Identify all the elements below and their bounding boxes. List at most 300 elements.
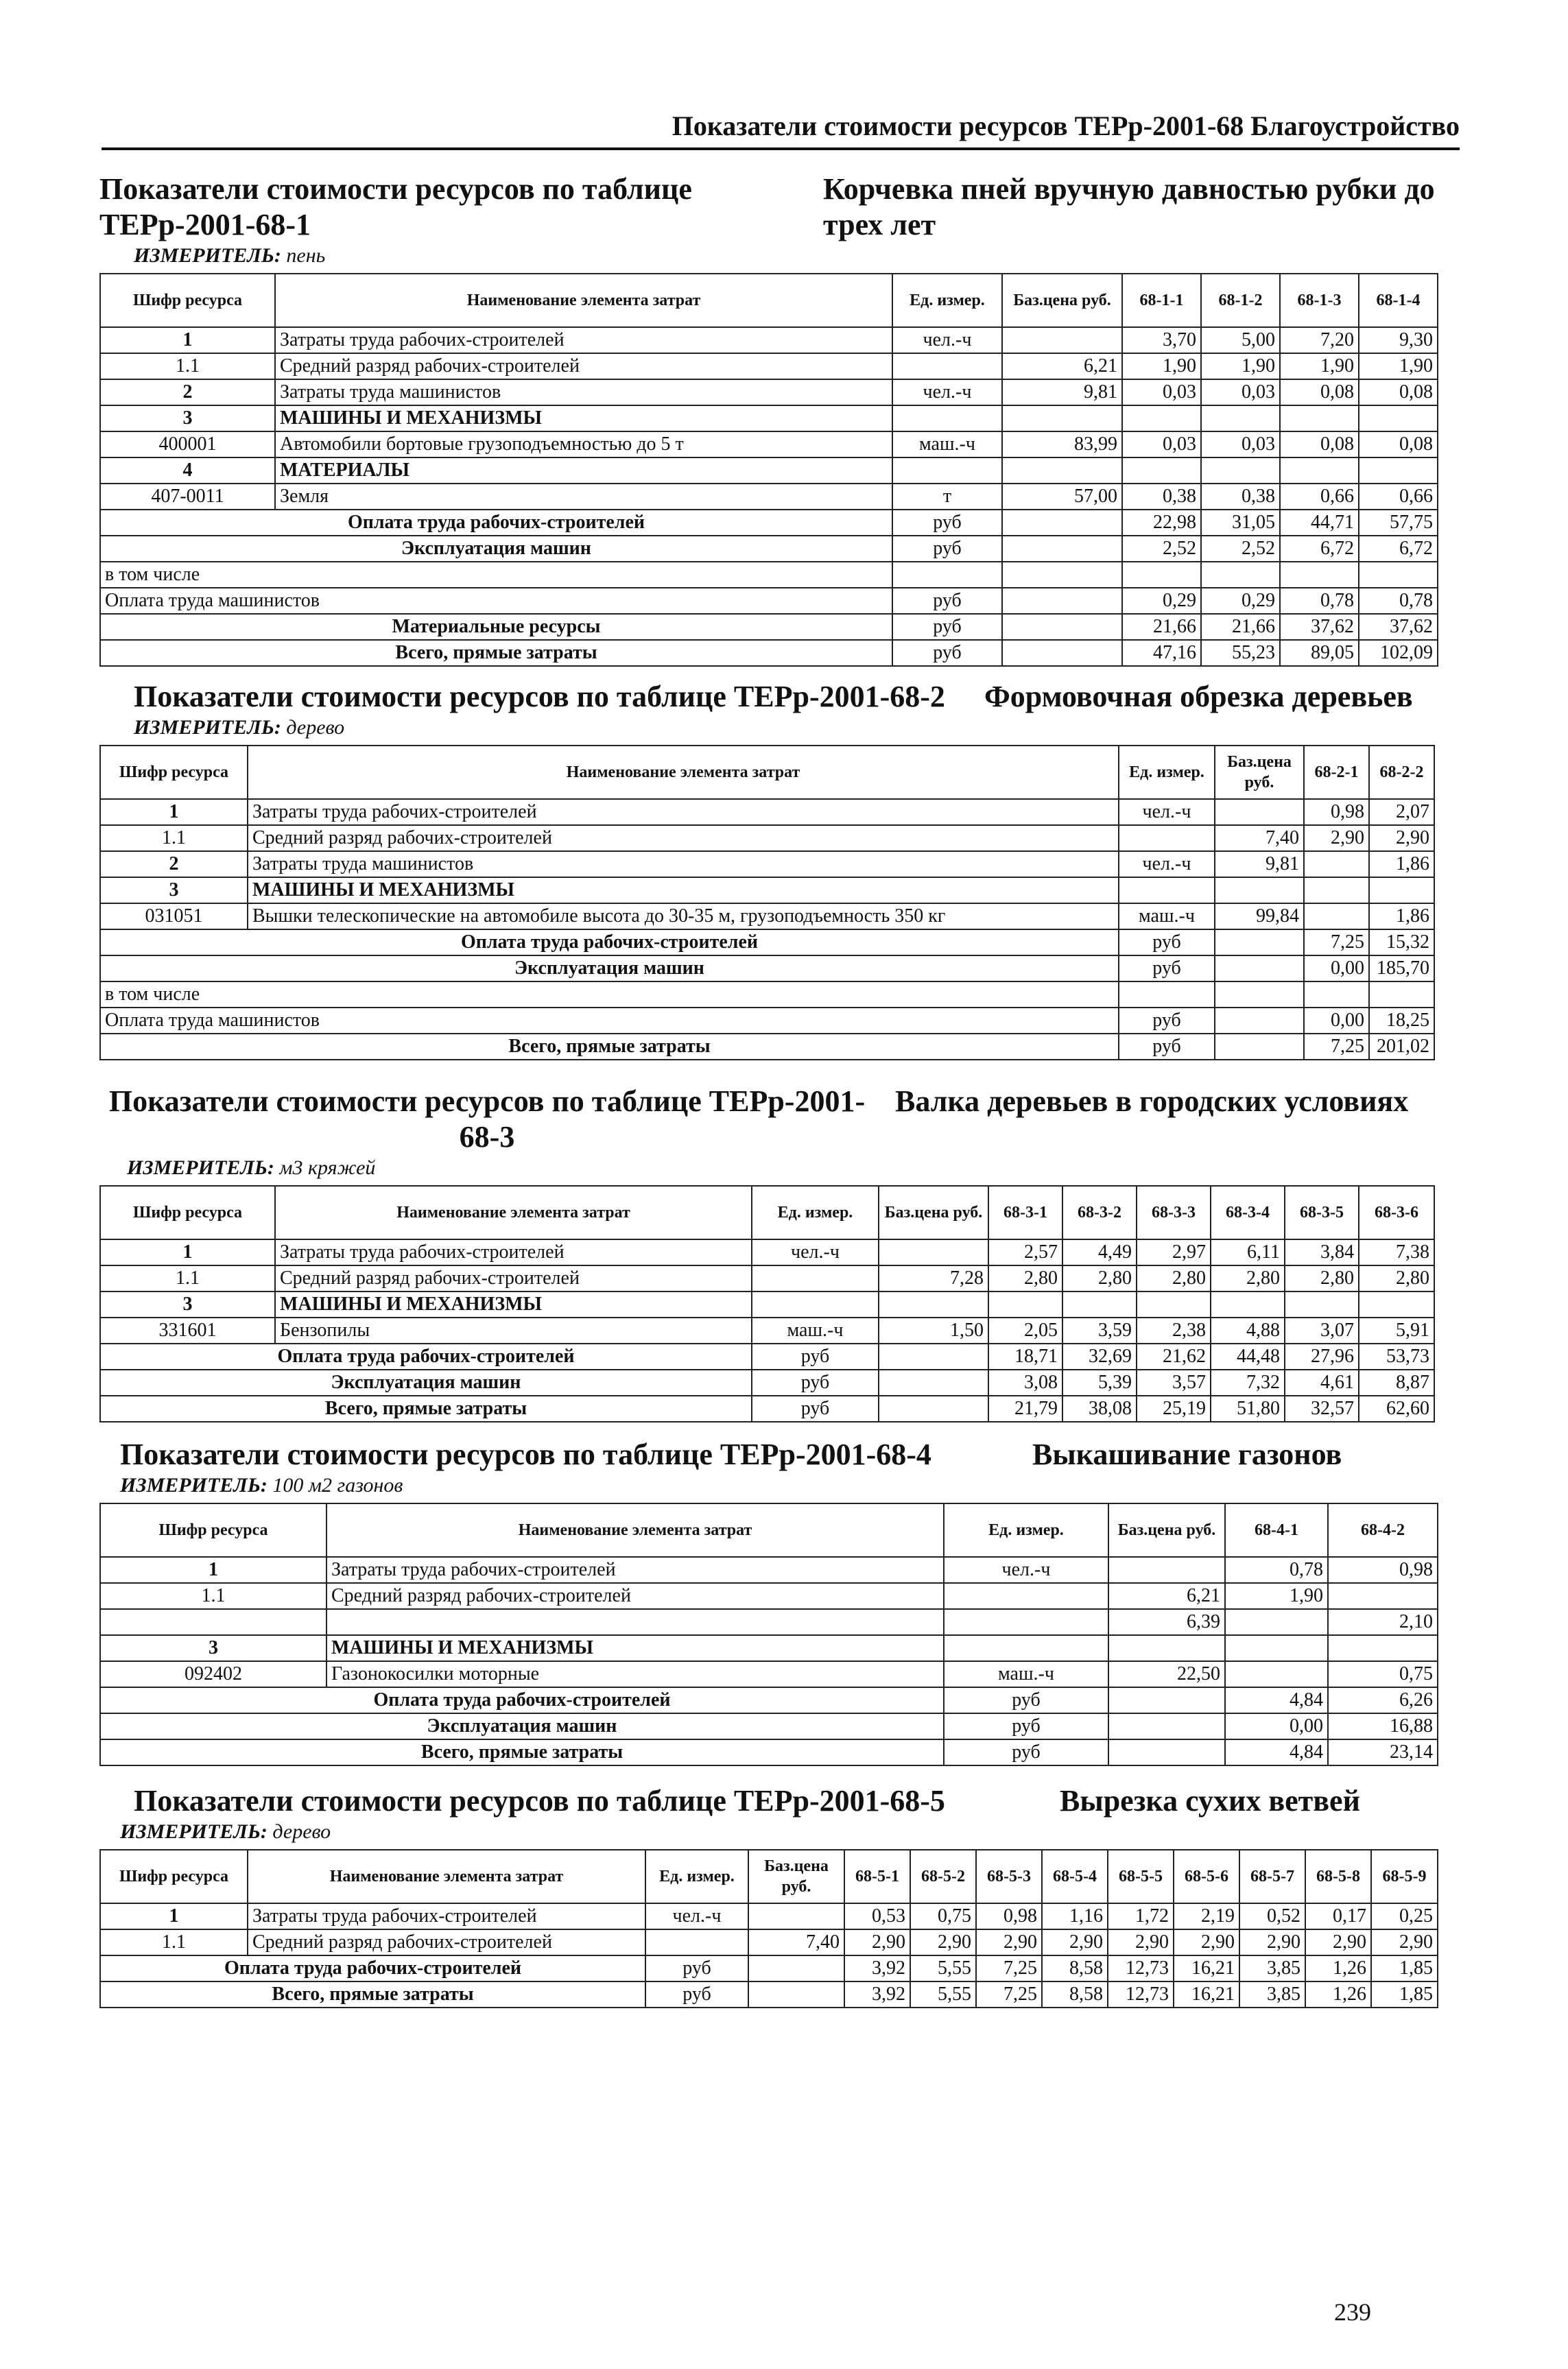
summary-label: Оплата труда рабочих-строителей (100, 1344, 752, 1370)
table-cell: 2,80 (1285, 1265, 1359, 1291)
table-cell: 5,55 (910, 1981, 976, 2008)
table-cell: 12,73 (1108, 1955, 1174, 1981)
table-row (100, 1557, 1438, 1583)
resource-code: 1.1 (100, 1583, 326, 1609)
section-68-1 (99, 171, 1454, 667)
table-cell: 0,98 (976, 1903, 1042, 1929)
table-cell: руб (892, 588, 1002, 614)
table-cell: 16,88 (1328, 1713, 1438, 1739)
table-cell: 7,40 (748, 1929, 844, 1955)
section-title-right: Валка деревьев в городских условиях (895, 1084, 1409, 1118)
table-row (100, 1635, 1438, 1661)
column-header: 68-3-1 (988, 1186, 1062, 1239)
table-row (100, 851, 1434, 877)
measure-line (120, 1820, 1454, 1844)
table-cell: 7,28 (879, 1265, 988, 1291)
table-row (100, 825, 1434, 851)
summary-row (100, 929, 1434, 955)
table-cell: 0,75 (1328, 1661, 1438, 1687)
table-cell (1215, 929, 1304, 955)
table-cell (1137, 1291, 1211, 1318)
cost-element-name: Средний разряд рабочих-строителей (248, 825, 1119, 851)
summary-row (100, 1955, 1438, 1981)
table-cell: руб (1119, 1034, 1215, 1060)
column-header: Ед. измер. (752, 1186, 879, 1239)
column-header: Шифр ресурса (100, 1503, 326, 1557)
table-row (100, 799, 1434, 825)
table-cell: 6,72 (1359, 536, 1438, 562)
summary-row (100, 1396, 1434, 1422)
table-cell (879, 1291, 988, 1318)
table-cell: 9,30 (1359, 327, 1438, 353)
table-cell: руб (752, 1370, 879, 1396)
column-header: 68-1-2 (1201, 274, 1280, 327)
table-cell: 1,90 (1359, 353, 1438, 379)
resource-code: 4 (100, 457, 275, 484)
table-cell: 0,66 (1359, 484, 1438, 510)
table-cell: 2,90 (1174, 1929, 1239, 1955)
section-title (99, 679, 1454, 715)
table-header-row (100, 1186, 1434, 1239)
table-cell (1304, 981, 1369, 1008)
table-cell: 12,73 (1108, 1981, 1174, 2008)
table-cell (1108, 1739, 1225, 1765)
table-row (100, 1609, 1438, 1635)
summary-row (100, 1713, 1438, 1739)
table-cell (752, 1265, 879, 1291)
table-cell: чел.-ч (752, 1239, 879, 1265)
column-header: 68-5-4 (1042, 1850, 1108, 1903)
table-cell (1369, 877, 1434, 903)
table-cell: 2,90 (844, 1929, 910, 1955)
column-header: 68-5-6 (1174, 1850, 1239, 1903)
summary-label: Всего, прямые затраты (100, 1739, 944, 1765)
table-cell: 32,69 (1062, 1344, 1137, 1370)
table-cell (1359, 562, 1438, 588)
summary-label: в том числе (100, 562, 892, 588)
section-title-right: Вырезка сухих ветвей (1060, 1784, 1360, 1818)
table-cell: 0,38 (1201, 484, 1280, 510)
cost-table (99, 273, 1438, 667)
table-cell (1280, 457, 1359, 484)
measure-line (134, 244, 1454, 267)
cost-element-name: Автомобили бортовые грузоподъемностью до 5 т (275, 431, 892, 457)
resource-code: 1 (100, 1557, 326, 1583)
table-cell: руб (645, 1955, 748, 1981)
table-cell: 201,02 (1369, 1034, 1434, 1060)
summary-row (100, 640, 1438, 666)
resource-code: 1.1 (100, 1265, 275, 1291)
table-cell: 2,05 (988, 1318, 1062, 1344)
table-cell: 83,99 (1002, 431, 1122, 457)
table-cell: 22,98 (1122, 510, 1201, 536)
table-cell (1304, 903, 1369, 929)
table-cell: 16,21 (1174, 1981, 1239, 2008)
table-cell: 3,08 (988, 1370, 1062, 1396)
resource-code: 400001 (100, 431, 275, 457)
table-row (100, 1239, 1434, 1265)
table-cell (879, 1344, 988, 1370)
table-cell: маш.-ч (752, 1318, 879, 1344)
table-cell: 4,49 (1062, 1239, 1137, 1265)
summary-row (100, 536, 1438, 562)
table-cell: 8,87 (1359, 1370, 1434, 1396)
summary-label: Эксплуатация машин (100, 1370, 752, 1396)
table-cell: 7,25 (976, 1981, 1042, 2008)
table-cell: 2,90 (1305, 1929, 1371, 1955)
summary-row (100, 588, 1438, 614)
table-cell: 47,16 (1122, 640, 1201, 666)
cost-table (99, 745, 1435, 1060)
table-cell: 0,03 (1122, 431, 1201, 457)
resource-code: 3 (100, 1291, 275, 1318)
table-row (100, 431, 1438, 457)
column-header: Шифр ресурса (100, 1850, 248, 1903)
table-header-row (100, 274, 1438, 327)
resource-code: 3 (100, 1635, 326, 1661)
column-header: Шифр ресурса (100, 274, 275, 327)
summary-label: Оплата труда машинистов (100, 588, 892, 614)
cost-table (99, 1185, 1435, 1422)
table-cell: 2,80 (1137, 1265, 1211, 1291)
column-header: 68-3-4 (1211, 1186, 1285, 1239)
table-cell (892, 457, 1002, 484)
table-cell: 1,90 (1280, 353, 1359, 379)
table-cell (748, 1955, 844, 1981)
table-cell (944, 1609, 1108, 1635)
table-cell: 7,38 (1359, 1239, 1434, 1265)
column-header: 68-5-8 (1305, 1850, 1371, 1903)
cost-element-name: Земля (275, 484, 892, 510)
column-header: 68-4-2 (1328, 1503, 1438, 1557)
resource-code: 2 (100, 851, 248, 877)
table-cell (1215, 981, 1304, 1008)
summary-row (100, 1739, 1438, 1765)
cost-element-name: Затраты труда рабочих-строителей (326, 1557, 944, 1583)
measure-label: ИЗМЕРИТЕЛЬ: (127, 1156, 274, 1179)
column-header: Баз.цена руб. (1002, 274, 1122, 327)
table-cell: 1,85 (1371, 1981, 1438, 2008)
section-title (99, 171, 1454, 243)
resource-code: 3 (100, 877, 248, 903)
column-header: 68-3-5 (1285, 1186, 1359, 1239)
summary-row (100, 562, 1438, 588)
table-cell: 62,60 (1359, 1396, 1434, 1422)
table-row (100, 1661, 1438, 1687)
table-cell: 3,92 (844, 1955, 910, 1981)
column-header: Шифр ресурса (100, 1186, 275, 1239)
summary-label: Эксплуатация машин (100, 955, 1119, 981)
resource-code: 092402 (100, 1661, 326, 1687)
table-cell: 0,17 (1305, 1903, 1371, 1929)
summary-row (100, 981, 1434, 1008)
table-cell: 9,81 (1215, 851, 1304, 877)
table-cell: 0,08 (1359, 379, 1438, 405)
table-cell: 7,40 (1215, 825, 1304, 851)
table-row (100, 405, 1438, 431)
measure-line (127, 1156, 1454, 1180)
table-cell (879, 1239, 988, 1265)
table-cell (752, 1291, 879, 1318)
measure-label: ИЗМЕРИТЕЛЬ: (134, 244, 281, 267)
table-cell: 3,84 (1285, 1239, 1359, 1265)
table-row (100, 1583, 1438, 1609)
cost-element-name: Средний разряд рабочих-строителей (248, 1929, 645, 1955)
section-68-2 (99, 679, 1454, 1060)
summary-row (100, 1344, 1434, 1370)
table-cell: 21,79 (988, 1396, 1062, 1422)
table-cell (748, 1981, 844, 2008)
section-title-left: Показатели стоимости ресурсов по таблице ТЕРр-2001-68-3 (108, 1084, 866, 1154)
table-cell (1119, 825, 1215, 851)
table-cell: руб (892, 614, 1002, 640)
cost-element-name: МАТЕРИАЛЫ (275, 457, 892, 484)
table-cell: 6,11 (1211, 1239, 1285, 1265)
table-row (100, 1291, 1434, 1318)
table-header-row (100, 746, 1434, 799)
measure-unit: 100 м2 газонов (272, 1474, 403, 1497)
table-cell (1280, 405, 1359, 431)
table-cell: 2,52 (1122, 536, 1201, 562)
table-cell (1002, 562, 1122, 588)
table-cell (1108, 1687, 1225, 1713)
table-cell: 2,38 (1137, 1318, 1211, 1344)
table-cell: 3,07 (1285, 1318, 1359, 1344)
table-cell: 0,98 (1304, 799, 1369, 825)
table-cell: 2,19 (1174, 1903, 1239, 1929)
table-cell (1122, 405, 1201, 431)
table-row (100, 379, 1438, 405)
table-cell (1002, 510, 1122, 536)
table-cell: 1,90 (1201, 353, 1280, 379)
column-header: 68-2-1 (1304, 746, 1369, 799)
measure-unit: м3 кряжей (279, 1156, 376, 1179)
table-cell: 99,84 (1215, 903, 1304, 929)
summary-label: Эксплуатация машин (100, 1713, 944, 1739)
table-cell: руб (1119, 955, 1215, 981)
table-cell: 0,98 (1328, 1557, 1438, 1583)
table-cell: 31,05 (1201, 510, 1280, 536)
column-header: 68-5-7 (1239, 1850, 1305, 1903)
table-header-row (100, 1503, 1438, 1557)
cost-element-name: Затраты труда машинистов (275, 379, 892, 405)
summary-label: Материальные ресурсы (100, 614, 892, 640)
table-cell (748, 1903, 844, 1929)
resource-code: 1 (100, 1239, 275, 1265)
measure-unit: пень (286, 244, 326, 267)
measure-unit: дерево (286, 716, 345, 739)
table-cell: чел.-ч (645, 1903, 748, 1929)
table-cell (1215, 877, 1304, 903)
cost-element-name: Бензопилы (275, 1318, 752, 1344)
table-cell: 18,25 (1369, 1008, 1434, 1034)
table-cell: 89,05 (1280, 640, 1359, 666)
table-cell: 23,14 (1328, 1739, 1438, 1765)
table-cell: 57,00 (1002, 484, 1122, 510)
table-cell: 5,00 (1201, 327, 1280, 353)
table-cell: 1,86 (1369, 903, 1434, 929)
table-cell: 3,85 (1239, 1981, 1305, 2008)
column-header: Ед. измер. (892, 274, 1002, 327)
summary-label: Оплата труда рабочих-строителей (100, 1955, 645, 1981)
cost-element-name: Вышки телескопические на автомобиле высота до 30-35 м, грузоподъемность 350 кг (248, 903, 1119, 929)
summary-label: Оплата труда рабочих-строителей (100, 929, 1119, 955)
table-cell: руб (1119, 1008, 1215, 1034)
table-cell: 0,03 (1201, 431, 1280, 457)
column-header: 68-3-2 (1062, 1186, 1137, 1239)
column-header: 68-1-3 (1280, 274, 1359, 327)
table-cell: 0,75 (910, 1903, 976, 1929)
table-cell: 0,78 (1225, 1557, 1328, 1583)
column-header: Шифр ресурса (100, 746, 248, 799)
cost-element-name: Средний разряд рабочих-строителей (275, 353, 892, 379)
table-cell: 2,90 (910, 1929, 976, 1955)
table-cell: 9,81 (1002, 379, 1122, 405)
column-header: Ед. измер. (944, 1503, 1108, 1557)
table-cell: 44,71 (1280, 510, 1359, 536)
cost-element-name: Затраты труда рабочих-строителей (275, 327, 892, 353)
table-cell: 185,70 (1369, 955, 1434, 981)
table-row (100, 1903, 1438, 1929)
table-cell: 25,19 (1137, 1396, 1211, 1422)
cost-element-name: МАШИНЫ И МЕХАНИЗМЫ (275, 1291, 752, 1318)
table-cell: 102,09 (1359, 640, 1438, 666)
table-cell: 7,25 (976, 1955, 1042, 1981)
table-cell: 4,88 (1211, 1318, 1285, 1344)
table-cell: руб (944, 1739, 1108, 1765)
table-cell (1225, 1661, 1328, 1687)
section-68-4 (99, 1437, 1454, 1766)
table-cell: 1,85 (1371, 1955, 1438, 1981)
table-cell (1359, 1291, 1434, 1318)
table-cell: чел.-ч (944, 1557, 1108, 1583)
table-cell: 2,57 (988, 1239, 1062, 1265)
table-cell (944, 1583, 1108, 1609)
column-header: Баз.цена руб. (1215, 746, 1304, 799)
summary-row (100, 955, 1434, 981)
table-cell: 1,72 (1108, 1903, 1174, 1929)
column-header: Ед. измер. (1119, 746, 1215, 799)
summary-row (100, 1687, 1438, 1713)
table-row (100, 903, 1434, 929)
measure-line (120, 1474, 1454, 1497)
column-header: 68-5-3 (976, 1850, 1042, 1903)
table-cell: 21,66 (1122, 614, 1201, 640)
column-header: 68-5-2 (910, 1850, 976, 1903)
table-cell (1225, 1609, 1328, 1635)
table-cell: 0,78 (1359, 588, 1438, 614)
table-cell (988, 1291, 1062, 1318)
table-cell: 1,86 (1369, 851, 1434, 877)
table-cell (1122, 562, 1201, 588)
table-cell: 0,29 (1201, 588, 1280, 614)
table-cell (892, 562, 1002, 588)
table-cell: 55,23 (1201, 640, 1280, 666)
cost-element-name: Средний разряд рабочих-строителей (275, 1265, 752, 1291)
table-cell: 7,25 (1304, 929, 1369, 955)
resource-code: 331601 (100, 1318, 275, 1344)
table-cell (1280, 562, 1359, 588)
page-header: Показатели стоимости ресурсов ТЕРр-2001-68 Благоустройство (102, 110, 1460, 150)
section-title-right: Формовочная обрезка деревьев (984, 680, 1413, 713)
table-cell: 0,08 (1280, 431, 1359, 457)
table-cell: руб (944, 1713, 1108, 1739)
table-row (100, 327, 1438, 353)
table-header-row (100, 1850, 1438, 1903)
cost-element-name: Средний разряд рабочих-строителей (326, 1583, 944, 1609)
table-cell: 0,03 (1201, 379, 1280, 405)
table-cell: 51,80 (1211, 1396, 1285, 1422)
table-cell (1002, 588, 1122, 614)
table-cell: руб (892, 536, 1002, 562)
resource-code: 1 (100, 327, 275, 353)
table-cell (879, 1370, 988, 1396)
table-cell (1108, 1713, 1225, 1739)
table-cell: руб (752, 1344, 879, 1370)
table-cell (1215, 1034, 1304, 1060)
table-cell: 2,80 (1359, 1265, 1434, 1291)
resource-code: 1.1 (100, 825, 248, 851)
section-title (99, 1783, 1454, 1819)
summary-row (100, 1981, 1438, 2008)
cost-element-name: МАШИНЫ И МЕХАНИЗМЫ (275, 405, 892, 431)
column-header: 68-5-5 (1108, 1850, 1174, 1903)
table-cell (1225, 1635, 1328, 1661)
table-cell: 2,80 (1211, 1265, 1285, 1291)
column-header: 68-5-9 (1371, 1850, 1438, 1903)
summary-label: Эксплуатация машин (100, 536, 892, 562)
table-cell: 4,84 (1225, 1687, 1328, 1713)
table-cell: 32,57 (1285, 1396, 1359, 1422)
summary-label: в том числе (100, 981, 1119, 1008)
table-cell: 0,38 (1122, 484, 1201, 510)
table-cell (1002, 536, 1122, 562)
cost-element-name: Затраты труда машинистов (248, 851, 1119, 877)
table-cell: 0,08 (1280, 379, 1359, 405)
table-cell: 2,90 (976, 1929, 1042, 1955)
table-cell: 6,26 (1328, 1687, 1438, 1713)
summary-row (100, 1008, 1434, 1034)
table-row (100, 1929, 1438, 1955)
table-cell: 53,73 (1359, 1344, 1434, 1370)
table-cell (892, 405, 1002, 431)
table-cell: 5,91 (1359, 1318, 1434, 1344)
resource-code: 031051 (100, 903, 248, 929)
table-cell (1359, 457, 1438, 484)
table-cell (1002, 457, 1122, 484)
table-cell (1119, 877, 1215, 903)
table-cell (1062, 1291, 1137, 1318)
table-cell: 7,32 (1211, 1370, 1285, 1396)
table-cell: 2,90 (1108, 1929, 1174, 1955)
column-header: Баз.цена руб. (748, 1850, 844, 1903)
table-cell: 2,90 (1304, 825, 1369, 851)
table-cell (1359, 405, 1438, 431)
table-cell (645, 1929, 748, 1955)
table-cell: 21,66 (1201, 614, 1280, 640)
resource-code: 1.1 (100, 1929, 248, 1955)
cost-element-name (326, 1609, 944, 1635)
table-cell: 6,72 (1280, 536, 1359, 562)
column-header: Наименование элемента затрат (248, 1850, 645, 1903)
table-row (100, 353, 1438, 379)
column-header: Наименование элемента затрат (248, 746, 1119, 799)
table-cell (1369, 981, 1434, 1008)
table-cell: 2,80 (988, 1265, 1062, 1291)
table-cell: 5,55 (910, 1955, 976, 1981)
table-cell: 1,26 (1305, 1981, 1371, 2008)
table-cell: 0,66 (1280, 484, 1359, 510)
